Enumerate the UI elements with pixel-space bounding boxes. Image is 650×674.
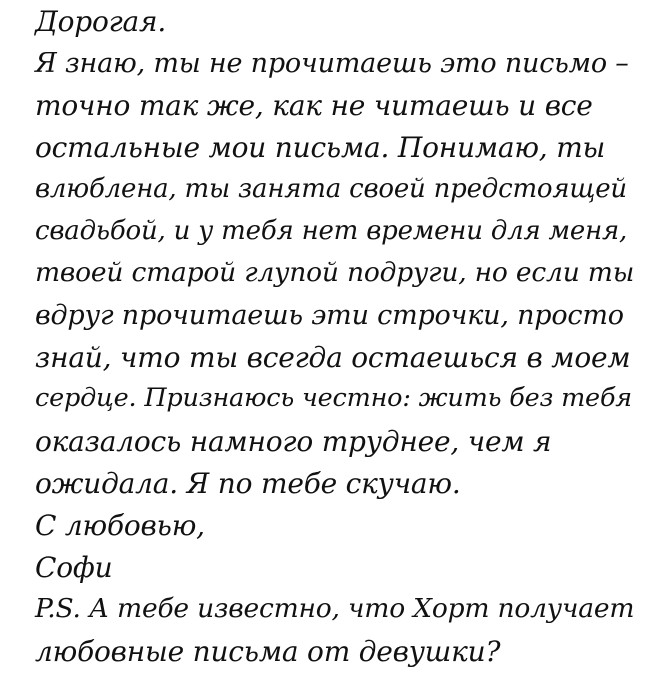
body-line-5: свадьбой, и у тебя нет времени для меня, [35, 216, 628, 246]
body-line-4: влюблена, ты занята своей предстоящей [35, 174, 627, 204]
body-line-11: ожидала. Я по тебе скучаю. [35, 467, 461, 500]
letter-greeting: Дорогая. [35, 5, 167, 38]
ps-line-1: P.S. А тебе известно, что Хорт получает [35, 593, 635, 624]
body-line-1: Я знаю, ты не прочитаешь это письмо – [35, 48, 629, 79]
body-line-2: точно так же, как не читаешь и все [35, 89, 593, 122]
letter-closing: С любовью, [35, 509, 205, 542]
body-line-3: остальные мои письма. Понимаю, ты [35, 131, 606, 164]
body-line-9: сердце. Признаюсь честно: жить без тебя [35, 383, 632, 413]
body-line-10: оказалось намного труднее, чем я [35, 425, 552, 458]
body-line-8: знай, что ты всегда остаешься в моем [35, 341, 631, 374]
letter-signature: Софи [35, 551, 113, 584]
ps-line-2: любовные письма от девушки? [35, 635, 501, 668]
body-line-6: твоей старой глупой подруги, но если ты [35, 257, 635, 288]
body-line-7: вдруг прочитаешь эти строчки, просто [35, 300, 624, 331]
